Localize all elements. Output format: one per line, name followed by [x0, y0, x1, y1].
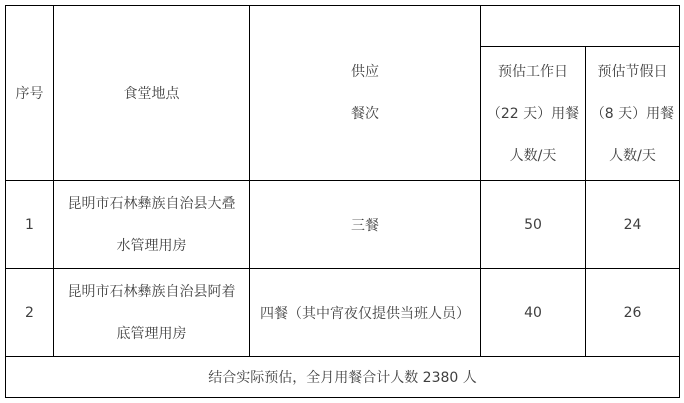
header-holiday-line1: 预估节假日 — [597, 63, 668, 80]
footer-summary-cell: 结合实际预估，全月用餐合计人数 2380 人 — [6, 357, 680, 398]
row1-location-line2: 水管理用房 — [116, 237, 187, 254]
row2-serial-cell: 2 — [6, 269, 54, 357]
row2-holiday-count-cell: 26 — [586, 269, 680, 357]
row1-holiday-count-cell: 24 — [586, 181, 680, 269]
header-serial-cell: 序号 — [6, 6, 54, 181]
header-supply-cell — [250, 6, 481, 181]
header-holiday-cell — [586, 47, 680, 181]
table-row — [6, 269, 680, 357]
header-workday-line2: （22 天）用餐 — [486, 105, 580, 122]
row2-meals-cell: 四餐（其中宵夜仅提供当班人员） — [250, 269, 481, 357]
row2-location-line2: 底管理用房 — [116, 325, 187, 342]
row1-location-cell — [54, 181, 250, 269]
header-supply-line2: 餐次 — [351, 106, 379, 122]
row2-location-line1: 昆明市石林彝族自治县阿着 — [67, 283, 236, 300]
row2-workday-count-cell: 40 — [481, 269, 586, 357]
header-workday-line1: 预估工作日 — [498, 63, 568, 80]
header-location-cell: 食堂地点 — [54, 6, 250, 181]
row1-workday-count-cell: 50 — [481, 181, 586, 269]
footer-row — [6, 357, 680, 398]
header-row-top — [6, 6, 680, 47]
header-supply-line1: 供应 — [351, 64, 379, 80]
row1-location-line1: 昆明市石林彝族自治县大叠 — [67, 195, 236, 212]
header-spacer-cell — [481, 6, 680, 47]
row1-serial-cell: 1 — [6, 181, 54, 269]
row2-location-cell — [54, 269, 250, 357]
header-workday-cell — [481, 47, 586, 181]
header-holiday-line3: 人数/天 — [609, 147, 656, 164]
row1-meals-cell: 三餐 — [250, 181, 481, 269]
header-holiday-line2: （8 天）用餐 — [590, 105, 675, 122]
table-row — [6, 181, 680, 269]
header-workday-line3: 人数/天 — [509, 147, 557, 164]
canteen-meal-estimate-table — [5, 5, 680, 398]
